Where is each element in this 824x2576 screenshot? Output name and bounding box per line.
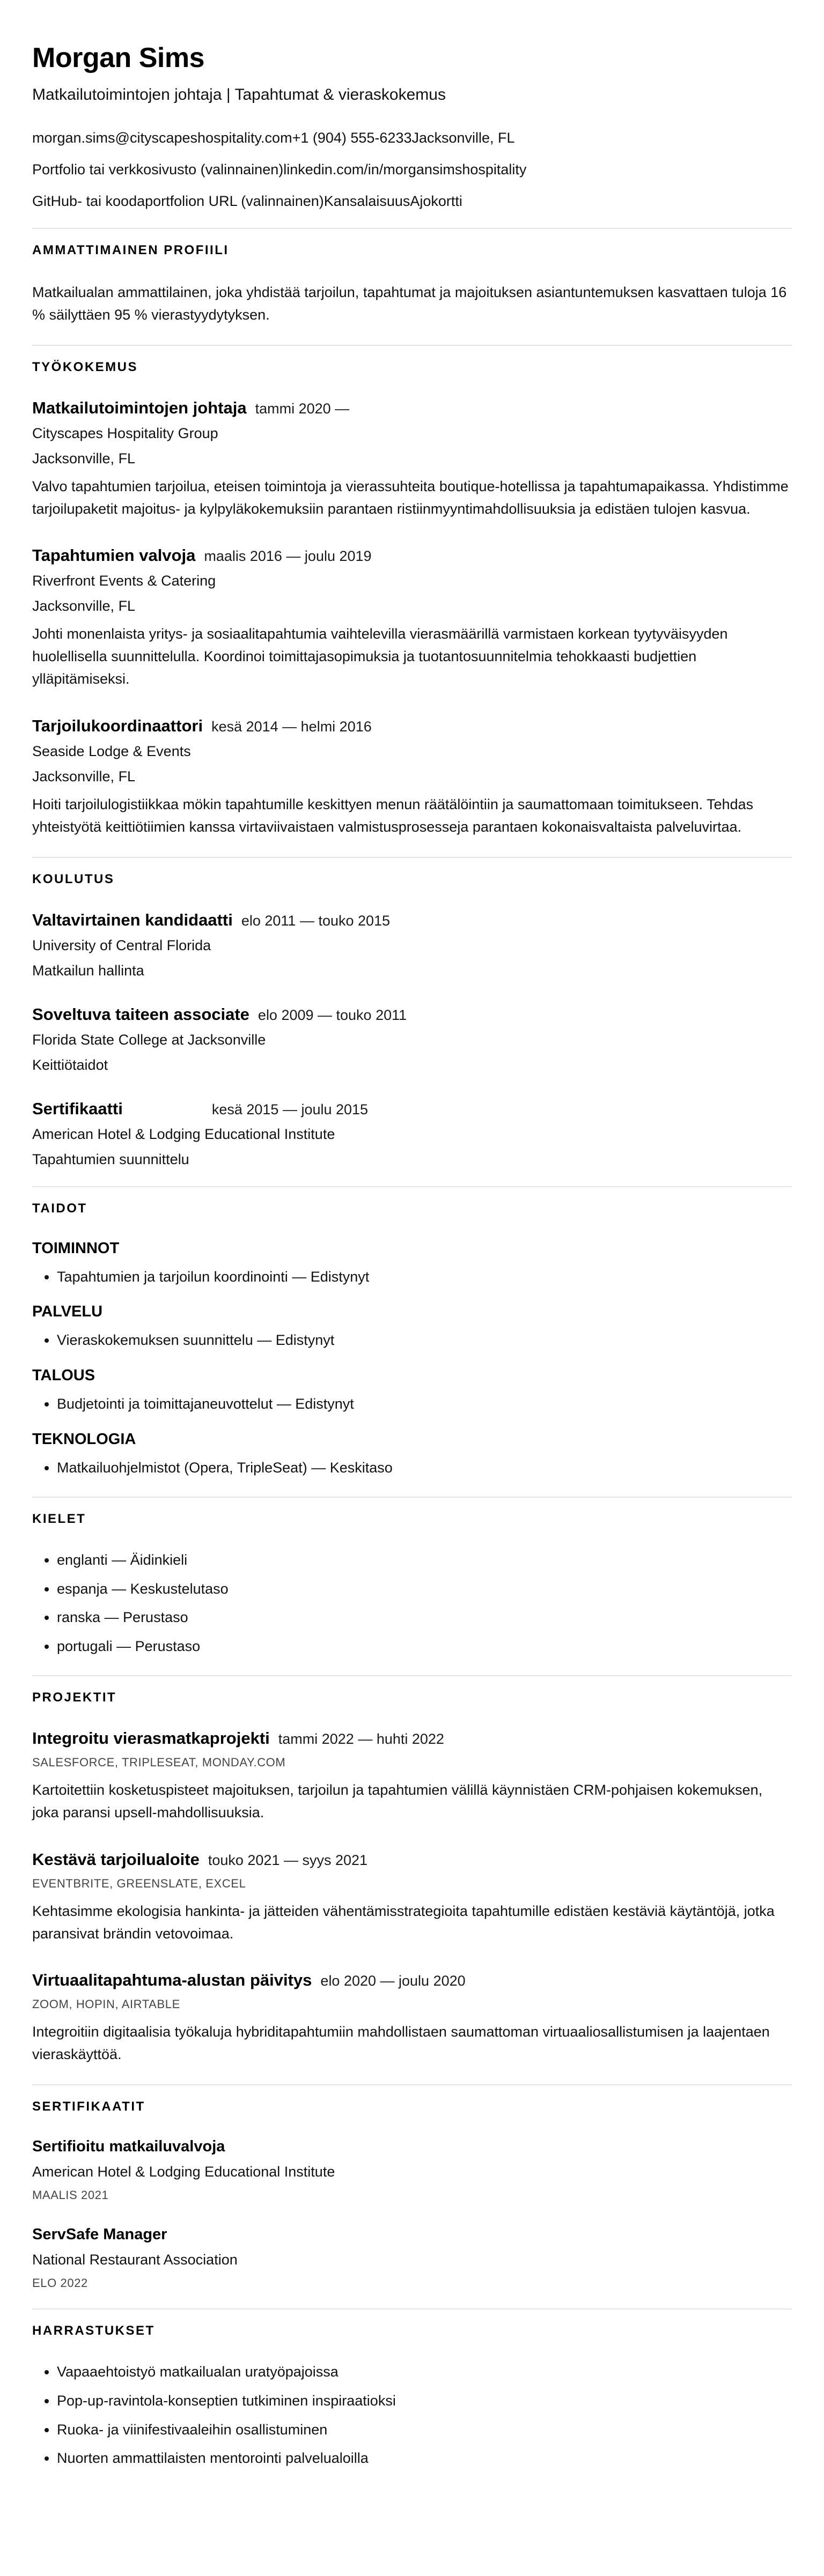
entry-header [32,1850,792,1869]
project-entry [32,1971,792,2066]
certification-org: National Restaurant Association [32,2252,238,2268]
job-description: Johti monenlaista yritys- ja sosiaalitapahtumia vaihtelevilla vierasmäärillä varmistaen korkean tyytyväisyyden huolellisella suunnittelulla. Koordinoi toimittajasopimuksia ja tuotantosuunnitelmia tehokkaasti budjettien ylläpitämiseksi. [32,626,728,687]
certification-date: MAALIS 2021 [32,2188,109,2202]
job-title: Tapahtumien valvoja [32,546,196,565]
project-dates: touko 2021 — syys 2021 [208,1852,368,1868]
skill-list [32,1330,792,1351]
project-description: Kehtasimme ekologisia hankinta- ja jätteiden vähentämisstrategioita tapahtumille edistäen kestäviä käytäntöjä, jotka paransivat brändin vetovoimaa. [32,1903,775,1942]
skill-category: PALVELU [32,1303,103,1321]
education-dates: kesä 2015 — joulu 2015 [211,1101,369,1117]
school-name: Florida State College at Jacksonville [32,1031,266,1048]
project-dates: tammi 2022 — huhti 2022 [278,1730,444,1747]
project-title: Integroitu vierasmatkaprojekti [32,1728,270,1748]
project-tools: EVENTBRITE, GREENSLATE, EXCEL [32,1876,246,1890]
section-divider [32,2308,792,2309]
section-experience [32,345,792,839]
job-location: Jacksonville, FL [32,768,136,784]
school-name: University of Central Florida [32,937,211,953]
entry-header [32,716,792,736]
entry-header [32,546,792,565]
section-divider [32,857,792,858]
job-dates: maalis 2016 — joulu 2019 [204,548,372,565]
section-heading-certifications: SERTIFIKAATIT [32,2099,145,2114]
job-location: Jacksonville, FL [32,450,136,467]
language-list [32,1550,792,1657]
section-skills [32,1186,792,1478]
experience-entry [32,716,792,839]
section-heading-languages: KIELET [32,1511,86,1526]
project-title: Virtuaalitapahtuma-alustan päivitys [32,1971,312,1990]
job-company: Seaside Lodge & Events [32,743,191,759]
skill-item: • Budjetointi ja toimittajaneuvottelut — Edistynyt [57,1394,792,1415]
certification-name: ServSafe Manager [32,2226,167,2244]
section-divider [32,1675,792,1676]
education-dates: elo 2009 — touko 2011 [258,1006,407,1023]
skill-category: TOIMINNOT [32,1239,120,1257]
section-heading-profile: AMMATTIMAINEN PROFIILI [32,243,229,257]
section-heading-experience: TYÖKOKEMUS [32,359,138,374]
resume-header [32,42,792,210]
entry-header [32,1005,792,1024]
job-company: Riverfront Events & Catering [32,573,216,589]
job-description: Valvo tapahtumien tarjoilua, eteisen toimintoja ja vierassuhteita boutique-hotellissa ja tapahtumapaikassa. Yhdistimme tarjoilupaketit majoitus- ja kylpyläkokemuksiin parantaen ristiinmyyntimahdollisuuksia ja edistäen tulojen kasvua. [32,478,789,517]
degree-title: Sertifikaatti [32,1099,123,1118]
section-projects [32,1675,792,2066]
person-name: Morgan Sims [32,42,204,73]
job-title: Matkailutoimintojen johtaja [32,398,247,417]
contact-line-github-citizenship-license: GitHub- tai koodaportfolion URL (valinnainen)KansalaisuusAjokortti [32,193,462,209]
skill-category: TEKNOLOGIA [32,1430,136,1448]
school-name: American Hotel & Lodging Educational Institute [32,1126,335,1142]
certification-name: Sertifioitu matkailuvalvoja [32,2138,225,2156]
project-description: Kartoitettiin kosketuspisteet majoituksen, tarjoilun ja tapahtumien välillä käynnistäen CRM-pohjaisen kokemuksen, joka paransi upsell-mahdollisuuksia. [32,1781,763,1820]
hobby-item: • Nuorten ammattilaisten mentorointi palvelualoilla [57,2448,792,2469]
section-heading-projects: PROJEKTIT [32,1690,117,1705]
section-profile [32,228,792,327]
job-dates: kesä 2014 — helmi 2016 [211,718,372,735]
entry-header [32,398,792,418]
language-item: • ranska — Perustaso [57,1608,792,1628]
project-tools: SALESFORCE, TRIPLESEAT, MONDAY.COM [32,1755,286,1769]
contact-line-email-phone-location: morgan.sims@cityscapeshospitality.com+1 (904) 555-6233Jacksonville, FL [32,130,515,146]
project-entry [32,1850,792,1945]
certification-entry [32,2226,792,2290]
skill-item: • Matkailuohjelmistot (Opera, TripleSeat) — Keskitaso [57,1458,792,1478]
field-of-study: Tapahtumien suunnittelu [32,1151,189,1167]
hobby-item: • Pop-up-ravintola-konseptien tutkiminen inspiraatioksi [57,2391,792,2411]
hobby-list [32,2362,792,2469]
experience-entry [32,546,792,691]
hobby-item: • Ruoka- ja viinifestivaaleihin osallistuminen [57,2420,792,2440]
project-dates: elo 2020 — joulu 2020 [320,1973,466,1989]
skill-list [32,1267,792,1287]
certification-date: ELO 2022 [32,2276,88,2290]
section-divider [32,2084,792,2085]
entry-header [32,1729,792,1748]
job-dates: tammi 2020 — [255,400,350,417]
skill-group [32,1367,792,1415]
education-entry [32,1005,792,1074]
contact-line-portfolio-linkedin: Portfolio tai verkkosivusto (valinnainen)linkedin.com/in/morgansimshospitality [32,161,527,177]
section-divider [32,1497,792,1498]
section-languages [32,1497,792,1657]
skill-list [32,1458,792,1478]
project-tools: ZOOM, HOPIN, AIRTABLE [32,1997,180,2011]
education-entry [32,1099,792,1168]
education-entry [32,911,792,979]
project-entry [32,1729,792,1824]
skill-group [32,1303,792,1351]
skill-category: TALOUS [32,1367,95,1385]
skill-item: • Tapahtumien ja tarjoilun koordinointi — Edistynyt [57,1267,792,1287]
entry-header [32,1971,792,1990]
profile-text: Matkailualan ammattilainen, joka yhdistää tarjoilun, tapahtumat ja majoituksen asiantuntemuksen kasvattaen tuloja 16 % säilyttäen 95 % vierastyydytyksen. [32,284,787,323]
section-heading-education: KOULUTUS [32,871,115,886]
skill-list [32,1394,792,1415]
project-description: Integroitiin digitaalisia työkaluja hybriditapahtumiin mahdollistaen saumattoman virtuaaliosallistumisen ja laajentaen vieraskäyttöä. [32,2024,770,2063]
section-heading-skills: TAIDOT [32,1201,87,1216]
entry-header [32,1099,792,1119]
education-dates: elo 2011 — touko 2015 [241,912,391,929]
hobby-item: • Vapaaehtoistyö matkailualan uratyöpajoissa [57,2362,792,2382]
contact-block [32,130,792,210]
field-of-study: Matkailun hallinta [32,962,144,979]
field-of-study: Keittiötaidot [32,1056,108,1073]
section-divider [32,345,792,346]
section-heading-hobbies: HARRASTUKSET [32,2323,155,2338]
project-title: Kestävä tarjoilualoite [32,1849,200,1869]
section-hobbies [32,2308,792,2469]
person-title: Matkailutoimintojen johtaja | Tapahtumat & vieraskokemus [32,86,446,103]
job-location: Jacksonville, FL [32,598,136,615]
experience-entry [32,398,792,521]
section-education [32,857,792,1168]
skill-group [32,1431,792,1478]
section-certifications [32,2084,792,2290]
job-description: Hoiti tarjoilulogistiikkaa mökin tapahtumille keskittyen menun räätälöintiin ja saumattomaan toimitukseen. Tehdas yhteistyötä keittiötiimien kanssa virtaviivaistaen valmistusprosesseja parantaen kokonaisvaltaista palveluvirtaa. [32,796,754,835]
section-divider [32,228,792,229]
language-item: • portugali — Perustaso [57,1637,792,1657]
section-divider [32,1186,792,1187]
skill-group [32,1240,792,1287]
job-company: Cityscapes Hospitality Group [32,425,218,441]
language-item: • espanja — Keskustelutaso [57,1579,792,1600]
degree-title: Soveltuva taiteen associate [32,1004,249,1024]
certification-org: American Hotel & Lodging Educational Institute [32,2164,335,2180]
language-item: • englanti — Äidinkieli [57,1550,792,1571]
skill-item: • Vieraskokemuksen suunnittelu — Edistynyt [57,1330,792,1351]
job-title: Tarjoilukoordinaattori [32,716,203,735]
entry-header [32,911,792,930]
certification-entry [32,2138,792,2202]
degree-title: Valtavirtainen kandidaatti [32,910,233,929]
